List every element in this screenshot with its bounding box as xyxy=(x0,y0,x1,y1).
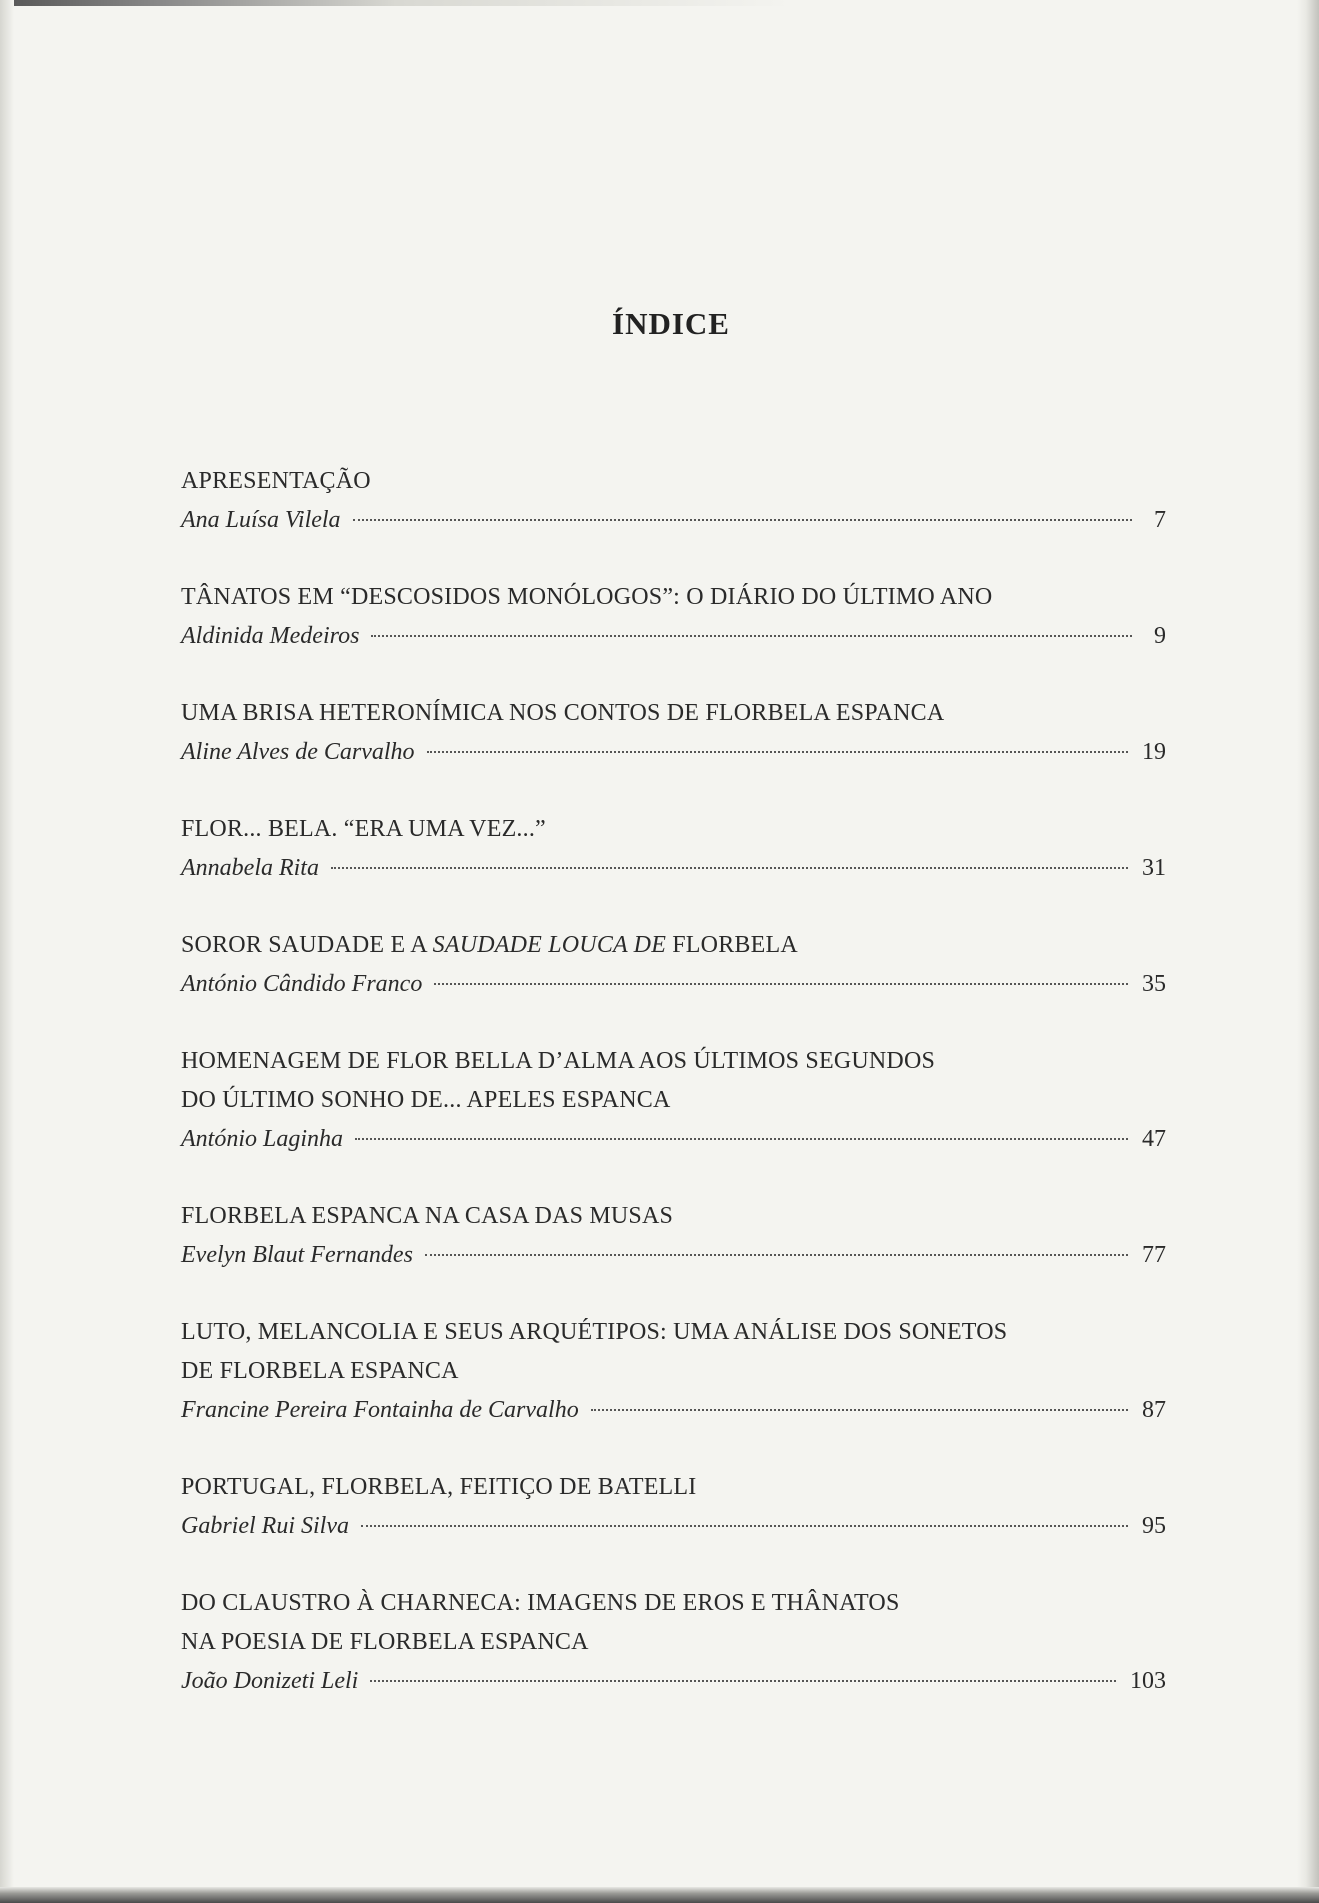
entry-author-row xyxy=(181,501,1166,540)
scan-edge-left xyxy=(0,0,14,1903)
entry-author: João Donizeti Leli xyxy=(181,1668,359,1694)
entry-author-row xyxy=(181,1120,1166,1159)
entry-author-row xyxy=(181,849,1166,888)
toc-entry xyxy=(181,1468,1166,1546)
entry-page-number: 77 xyxy=(1142,1242,1166,1268)
entry-title: DO CLAUSTRO À CHARNECA: IMAGENS DE EROS E THÂNATOS xyxy=(181,1590,900,1616)
toc-entry xyxy=(181,810,1166,888)
entry-page-number: 35 xyxy=(1142,971,1166,997)
dot-leader xyxy=(361,1525,1128,1527)
toc-entry xyxy=(181,578,1166,656)
entry-page-number: 19 xyxy=(1142,739,1166,765)
entry-title: APRESENTAÇÃO xyxy=(181,468,371,494)
entry-page-number: 31 xyxy=(1142,855,1166,881)
entry-page-number: 87 xyxy=(1142,1397,1166,1423)
scan-edge-top xyxy=(0,0,1319,6)
dot-leader xyxy=(370,1680,1116,1682)
entry-author: Francine Pereira Fontainha de Carvalho xyxy=(181,1397,579,1423)
entry-title-part: SOROR SAUDADE E A xyxy=(181,932,433,958)
toc-entry xyxy=(181,1313,1166,1430)
entry-author: Ana Luísa Vilela xyxy=(181,507,341,533)
entry-author: Evelyn Blaut Fernandes xyxy=(181,1242,413,1268)
entry-author: Aldinida Medeiros xyxy=(181,623,360,649)
toc-entry xyxy=(181,462,1166,540)
entry-title: FLOR... BELA. “ERA UMA VEZ...” xyxy=(181,816,546,842)
entry-page-number: 95 xyxy=(1142,1513,1166,1539)
toc-entry xyxy=(181,1197,1166,1275)
entry-author: Aline Alves de Carvalho xyxy=(181,739,415,765)
toc-entry xyxy=(181,1042,1166,1159)
entry-title-continuation: DE FLORBELA ESPANCA xyxy=(181,1358,459,1384)
entry-author-row xyxy=(181,1391,1166,1430)
entry-author: Annabela Rita xyxy=(181,855,319,881)
toc-entry xyxy=(181,926,1166,1004)
page-title: ÍNDICE xyxy=(612,306,730,341)
dot-leader xyxy=(425,1254,1128,1256)
entry-author-row xyxy=(181,1662,1166,1701)
scan-edge-bottom xyxy=(0,1887,1319,1903)
entry-author-row xyxy=(181,617,1166,656)
entry-title xyxy=(181,926,1166,965)
entry-page-number: 7 xyxy=(1154,507,1166,533)
dot-leader xyxy=(331,867,1128,869)
table-of-contents xyxy=(181,462,1166,1739)
entry-title: PORTUGAL, FLORBELA, FEITIÇO DE BATELLI xyxy=(181,1474,697,1500)
entry-title: HOMENAGEM DE FLOR BELLA D’ALMA AOS ÚLTIMOS SEGUNDOS xyxy=(181,1048,936,1074)
dot-leader xyxy=(591,1409,1128,1411)
entry-title: FLORBELA ESPANCA NA CASA DAS MUSAS xyxy=(181,1203,674,1229)
entry-author: António Laginha xyxy=(181,1126,344,1152)
scan-edge-right xyxy=(1297,0,1319,1903)
entry-title: LUTO, MELANCOLIA E SEUS ARQUÉTIPOS: UMA ANÁLISE DOS SONETOS xyxy=(181,1319,1008,1345)
entry-page-number: 47 xyxy=(1142,1126,1166,1152)
toc-entry xyxy=(181,1584,1166,1701)
dot-leader xyxy=(434,983,1128,985)
entry-title-continuation: NA POESIA DE FLORBELA ESPANCA xyxy=(181,1629,589,1655)
toc-entry xyxy=(181,694,1166,772)
dot-leader xyxy=(427,751,1128,753)
entry-author-row xyxy=(181,1507,1166,1546)
entry-author: Gabriel Rui Silva xyxy=(181,1513,349,1539)
entry-title: UMA BRISA HETERONÍMICA NOS CONTOS DE FLORBELA ESPANCA xyxy=(181,700,945,726)
dot-leader xyxy=(353,519,1132,521)
entry-page-number: 9 xyxy=(1154,623,1166,649)
entry-title: TÂNATOS EM “DESCOSIDOS MONÓLOGOS”: O DIÁRIO DO ÚLTIMO ANO xyxy=(181,584,993,610)
entry-title-part: FLORBELA xyxy=(666,932,798,958)
dot-leader xyxy=(355,1138,1128,1140)
entry-author-row xyxy=(181,965,1166,1004)
entry-author-row xyxy=(181,1236,1166,1275)
dot-leader xyxy=(371,635,1132,637)
entry-title-italic-part: SAUDADE LOUCA DE xyxy=(432,932,667,958)
entry-page-number: 103 xyxy=(1130,1668,1166,1694)
entry-author: António Cândido Franco xyxy=(181,971,423,997)
entry-title-continuation: DO ÚLTIMO SONHO DE... APELES ESPANCA xyxy=(181,1087,671,1113)
entry-author-row xyxy=(181,733,1166,772)
